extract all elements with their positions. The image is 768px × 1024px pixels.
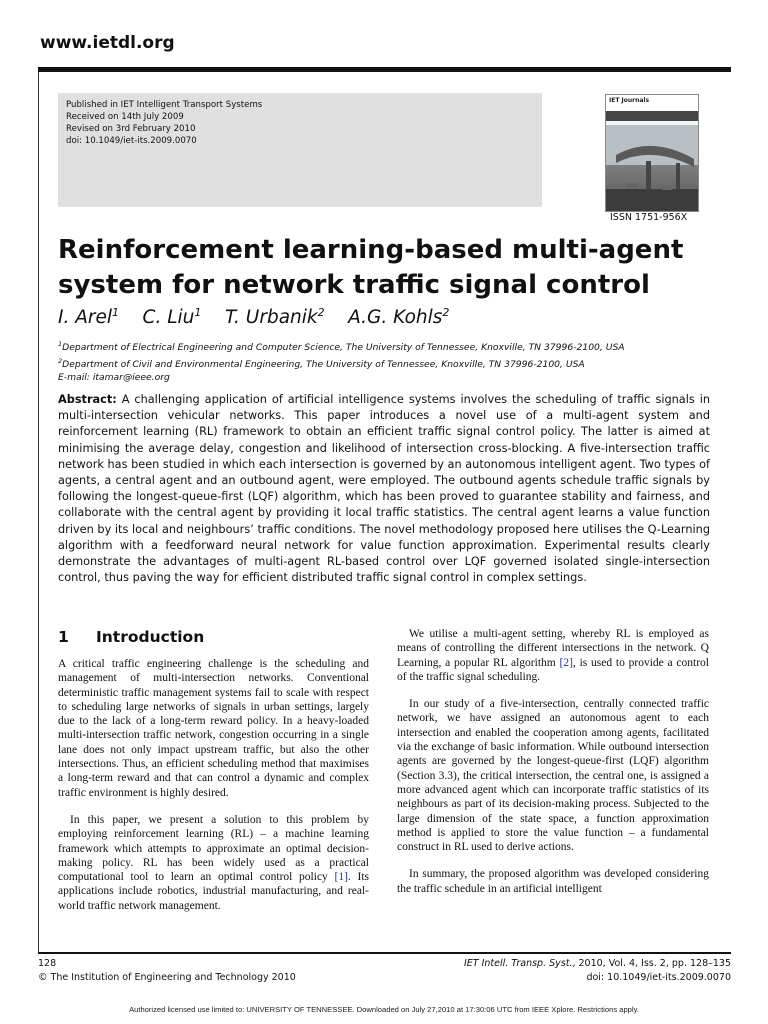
journal-citation: IET Intell. Transp. Syst., 2010, Vol. 4, Iss. 2, pp. 128–135 xyxy=(463,958,731,969)
paragraph: In this paper, we present a solution to this problem by employing reinforcement learning (RL) – a machine learning framework which attempts to approximate an optimal decision-making policy. RL has been widely used as a practical computational tool to learn an optimal control policy [1]. Its applications include robotics, industrial manufacturing, and real-world traffic network management. xyxy=(58,813,369,912)
copyright: © The Institution of Engineering and Technology 2010 xyxy=(38,972,296,983)
author-affil-mark: 1 xyxy=(194,306,202,319)
email[interactable]: E-mail: itamar@ieee.org xyxy=(58,372,170,384)
received-date: Received on 14th July 2009 xyxy=(66,112,184,122)
abstract-text: A challenging application of artificial intelligence systems involves the scheduling of traffic signals in multi-intersection vehicular networks. This paper introduces a novel use of a multi-agent system and reinforcement learning (RL) framework to obtain an efficient traffic signal control policy. The latter is aimed at minimising the average delay, congestion and likelihood of intersection cross-blocking. A five-intersection traffic network has been studied in which each intersection is governed by an autonomous intelligent agent. Two types of agents, a central agent and an outbound agent, were employed. The outbound agents schedule traffic signals by following the longest-queue-first (LQF) algorithm, which has been proved to guarantee stability and fairness, and collaborate with the central agent by providing it local traffic statistics. The central agent learns a value function driven by its local and neighbours’ traffic conditions. The novel methodology proposed here utilises the Q-Learning algorithm with a feedforward neural network for value function approximation. Experimental results clearly demonstrate the advantages of multi-agent RL-based control over LQF governed isolated single-intersection control, thus paving the way for efficient distributed traffic signal control in complex settings. xyxy=(58,393,710,585)
left-column xyxy=(58,657,369,926)
author-name: A.G. Kohls xyxy=(348,307,443,329)
abstract xyxy=(58,392,710,586)
journal-logo: IET Journals xyxy=(609,97,650,104)
section-title: Introduction xyxy=(96,628,205,646)
author-affil-mark: 2 xyxy=(442,306,450,319)
citation-link[interactable]: [2] xyxy=(559,656,573,669)
cover-photo xyxy=(606,125,698,211)
abstract-label: Abstract: xyxy=(58,393,117,406)
author-name: I. Arel xyxy=(58,307,113,329)
author-list xyxy=(58,306,449,328)
citation-link[interactable]: [1] xyxy=(334,871,348,884)
affiliation: $^1$Department of Electrical Engineering and Computer Science, The University of Tennessee, Knoxville, TN 37996-2100, USA xyxy=(58,340,625,354)
publication-lines xyxy=(66,99,262,147)
paper-title: Reinforcement learning-based multi-agent system for network traffic signal control xyxy=(58,235,684,300)
author-affil-mark: 2 xyxy=(317,306,325,319)
right-column xyxy=(397,627,709,909)
footer-left xyxy=(38,957,296,985)
author-affil-mark: 1 xyxy=(112,306,120,319)
paragraph: In our study of a five-intersection, centrally connected traffic network, we have assigned an autonomous agent to each intersection and enabled the cooperation among agents, facilitated via the exchange of basic information. While outbound intersection agents are governed by the longest-queue-first (LQF) algorithm (Section 3.3), the critical intersection, the central one, is assigned a more advanced agent which can incorporate traffic statistics of its neighbours as part of its decision-making process. Subjected to the large dimension of the state space, a function approximation method is applied to store the value function – a fundamental construct in RL used to derive actions. xyxy=(397,698,709,854)
license-notice: Authorized licensed use limited to: UNIVERSITY OF TENNESSEE. Downloaded on July 27,2010 at 17:30:06 UTC from IEEE Xplore. Restrictions apply. xyxy=(129,1005,639,1014)
revised-date: Revised on 3rd February 2010 xyxy=(66,124,196,134)
footer-doi: doi: 10.1049/iet-its.2009.0070 xyxy=(586,972,731,983)
footer-right xyxy=(464,957,731,985)
author-name: T. Urbanik xyxy=(224,307,318,329)
affiliation: $^2$Department of Civil and Environmental Engineering, The University of Tennessee, Knoxville, TN 37996-2100, USA xyxy=(58,356,585,370)
top-rule xyxy=(38,67,731,72)
bottom-rule xyxy=(38,952,731,954)
journal-cover-image xyxy=(605,94,699,212)
section-heading xyxy=(58,628,204,646)
section-number: 1 xyxy=(58,628,69,646)
published-in: Published in IET Intelligent Transport Systems xyxy=(66,100,263,110)
publication-info-box xyxy=(58,93,542,207)
issn: ISSN 1751-956X xyxy=(610,212,688,223)
doi: doi: 10.1049/iet-its.2009.0070 xyxy=(66,136,197,146)
affiliations xyxy=(58,338,625,385)
page-number: 128 xyxy=(38,958,57,969)
paragraph: We utilise a multi-agent setting, whereby RL is employed as means of controlling the different intersections in the network. Q Learning, a popular RL algorithm [2], is used to provide a control of the traffic signal scheduling. xyxy=(397,628,709,683)
author-name: C. Liu xyxy=(142,307,195,329)
paragraph: In summary, the proposed algorithm was developed considering the traffic schedule in an artificial intelligent xyxy=(397,868,709,895)
left-rule xyxy=(38,72,39,953)
paragraph: A critical traffic engineering challenge is the scheduling and management of multi-intersection networks. Conventional deterministic traffic management systems fail to scale with respect to scheduling large networks of signals in urban settings, largely due to the lack of a long-term reward policy. In a heavy-loaded multi-intersection traffic network, congestion occurring in a single lane does not only impact upstream traffic, but also the other intersections. Thus, an efficient scheduling method that maximises a long-term reward and that can control a dynamic and complex traffic environment is highly desired. xyxy=(58,658,369,799)
site-url[interactable]: www.ietdl.org xyxy=(40,33,175,53)
